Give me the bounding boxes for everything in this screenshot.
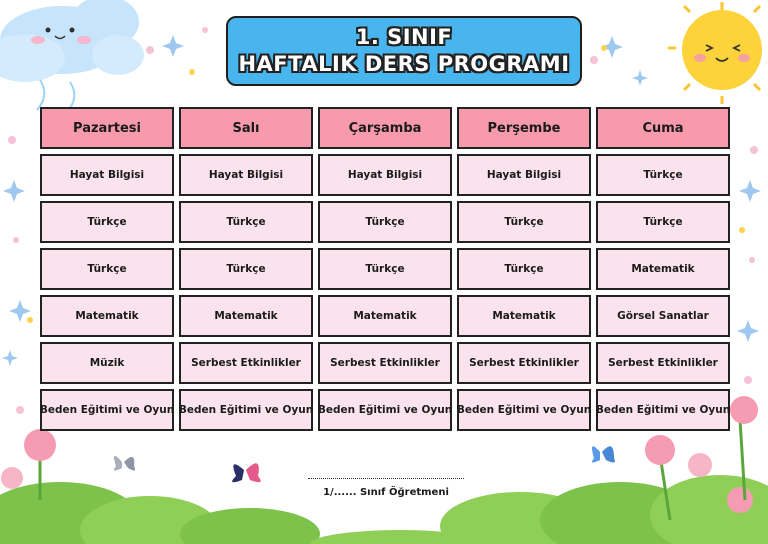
sun-icon xyxy=(668,2,762,104)
day-header-tuesday: Salı xyxy=(179,107,313,149)
lesson-cell: Görsel Sanatlar xyxy=(596,295,730,337)
lesson-cell: Serbest Etkinlikler xyxy=(457,342,591,384)
lesson-cell: Beden Eğitimi ve Oyun xyxy=(457,389,591,431)
lesson-cell: Müzik xyxy=(40,342,174,384)
lesson-cell: Matematik xyxy=(179,295,313,337)
day-header-thursday: Perşembe xyxy=(457,107,591,149)
cloud-icon xyxy=(0,0,144,112)
teacher-signature xyxy=(306,478,466,498)
butterfly-icon xyxy=(114,446,615,482)
day-header-monday: Pazartesi xyxy=(40,107,174,149)
lesson-cell: Türkçe xyxy=(318,201,452,243)
lesson-cell: Hayat Bilgisi xyxy=(457,154,591,196)
title-schedule: HAFTALIK DERS PROGRAMI xyxy=(238,52,570,76)
lesson-cell: Türkçe xyxy=(179,248,313,290)
lesson-cell: Matematik xyxy=(318,295,452,337)
title-banner xyxy=(226,16,582,86)
lesson-cell: Türkçe xyxy=(457,248,591,290)
signature-label: 1/...... Sınıf Öğretmeni xyxy=(323,487,449,498)
lesson-cell: Türkçe xyxy=(40,248,174,290)
lesson-cell: Beden Eğitimi ve Oyun xyxy=(318,389,452,431)
lesson-cell: Türkçe xyxy=(596,154,730,196)
lesson-cell: Serbest Etkinlikler xyxy=(596,342,730,384)
day-header-wednesday: Çarşamba xyxy=(318,107,452,149)
lesson-cell: Türkçe xyxy=(318,248,452,290)
lesson-cell: Serbest Etkinlikler xyxy=(318,342,452,384)
lesson-cell: Türkçe xyxy=(40,201,174,243)
lesson-cell: Türkçe xyxy=(596,201,730,243)
schedule-table xyxy=(40,107,730,431)
lesson-cell: Hayat Bilgisi xyxy=(40,154,174,196)
signature-line xyxy=(308,478,464,479)
lesson-cell: Türkçe xyxy=(457,201,591,243)
lesson-cell: Hayat Bilgisi xyxy=(179,154,313,196)
lesson-cell: Matematik xyxy=(596,248,730,290)
lesson-cell: Hayat Bilgisi xyxy=(318,154,452,196)
lesson-cell: Serbest Etkinlikler xyxy=(179,342,313,384)
lesson-cell: Beden Eğitimi ve Oyun xyxy=(179,389,313,431)
lesson-cell: Matematik xyxy=(457,295,591,337)
lesson-cell: Beden Eğitimi ve Oyun xyxy=(596,389,730,431)
day-header-friday: Cuma xyxy=(596,107,730,149)
lesson-cell: Matematik xyxy=(40,295,174,337)
title-grade: 1. SINIF xyxy=(355,25,453,49)
lesson-cell: Türkçe xyxy=(179,201,313,243)
lesson-cell: Beden Eğitimi ve Oyun xyxy=(40,389,174,431)
